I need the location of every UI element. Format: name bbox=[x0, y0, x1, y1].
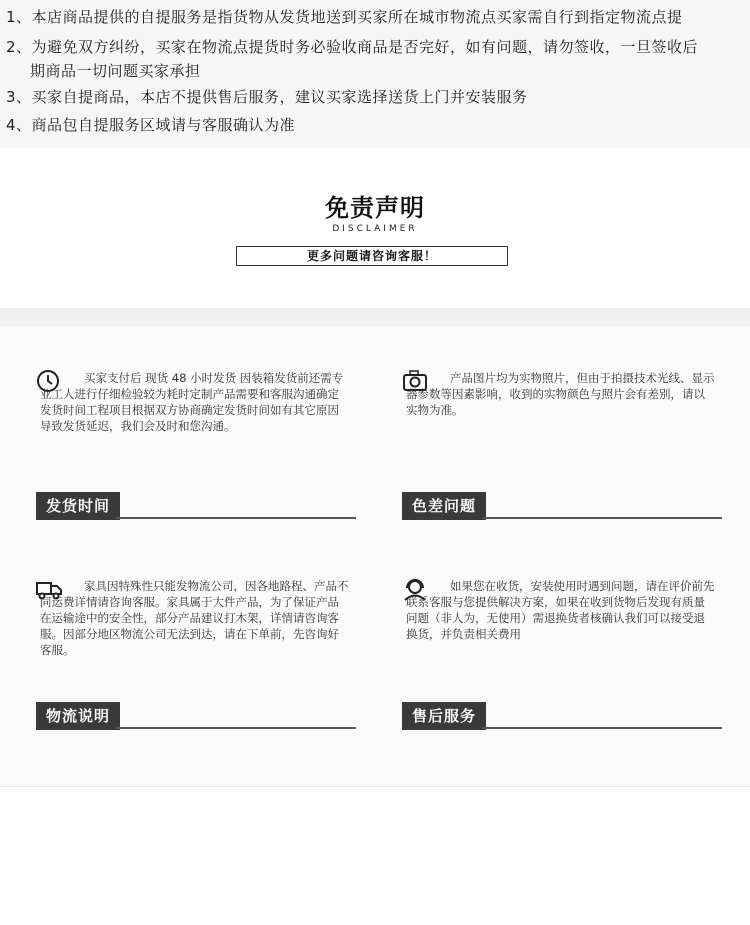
note-2-continued: 期商品一切问题买家承担 bbox=[30, 62, 201, 80]
card-shipping-time bbox=[36, 368, 366, 528]
card-logistics bbox=[36, 576, 366, 736]
contact-service-box: 更多问题请咨询客服！ bbox=[236, 246, 508, 266]
self-pickup-notes bbox=[0, 0, 750, 148]
info-cards-panel bbox=[0, 326, 750, 786]
disclaimer-title: 免责声明 bbox=[325, 194, 425, 222]
tag-color-difference: 色差问题 bbox=[402, 492, 486, 520]
tag-underline bbox=[116, 517, 356, 519]
card-after-sales bbox=[402, 576, 732, 736]
tag-underline bbox=[482, 727, 722, 729]
note-1: 1、本店商品提供的自提服务是指货物从发货地送到买家所在城市物流点买家需自行到指定物流点提 bbox=[6, 8, 683, 26]
card-shipping-time-text: 买家支付后 现货 48 小时发货 因装箱发货前还需专业工人进行仔细检验较为耗时定制产品需要和客服沟通确定发货时间工程项目根据双方协商确定发货时间如有其它原因导致发货延迟，我们会及时和您沟通。 bbox=[40, 371, 344, 433]
card-after-sales-text: 如果您在收货，安装使用时遇到问题，请在评价前先联系客服与您提供解决方案，如果在收到货物后发现有质量问题（非人为，无使用）需退换货者核确认我们可以接受退换货，并负责相关费用 bbox=[406, 579, 715, 641]
disclaimer-header bbox=[0, 148, 750, 308]
tag-underline bbox=[116, 727, 356, 729]
note-3: 3、买家自提商品，本店不提供售后服务，建议买家选择送货上门并安装服务 bbox=[6, 88, 528, 106]
section-divider bbox=[0, 308, 750, 326]
blank-footer bbox=[0, 786, 750, 925]
tag-underline bbox=[482, 517, 722, 519]
card-color-difference bbox=[402, 368, 732, 528]
note-4: 4、商品包自提服务区域请与客服确认为准 bbox=[6, 116, 296, 134]
card-logistics-text: 家具因特殊性只能发物流公司，因各地路程、产品不同运费详情请咨询客服。家具属于大件产品，为了保证产品在运输途中的安全性，部分产品建议打木架，详情请咨询客服。因部分地区物流公司无法到达，请在下单前，先咨询好客服。 bbox=[40, 579, 349, 657]
tag-logistics: 物流说明 bbox=[36, 702, 120, 730]
tag-shipping-time: 发货时间 bbox=[36, 492, 120, 520]
tag-after-sales: 售后服务 bbox=[402, 702, 486, 730]
disclaimer-subtitle: DISCLAIMER bbox=[332, 224, 418, 234]
note-2: 2、为避免双方纠纷，买家在物流点提货时务必验收商品是否完好，如有问题，请勿签收，一旦签收后 bbox=[6, 38, 699, 56]
card-color-difference-text: 产品图片均为实物照片，但由于拍摄技术光线、显示器参数等因素影响，收到的实物颜色与照片会有差别，请以实物为准。 bbox=[406, 371, 715, 417]
